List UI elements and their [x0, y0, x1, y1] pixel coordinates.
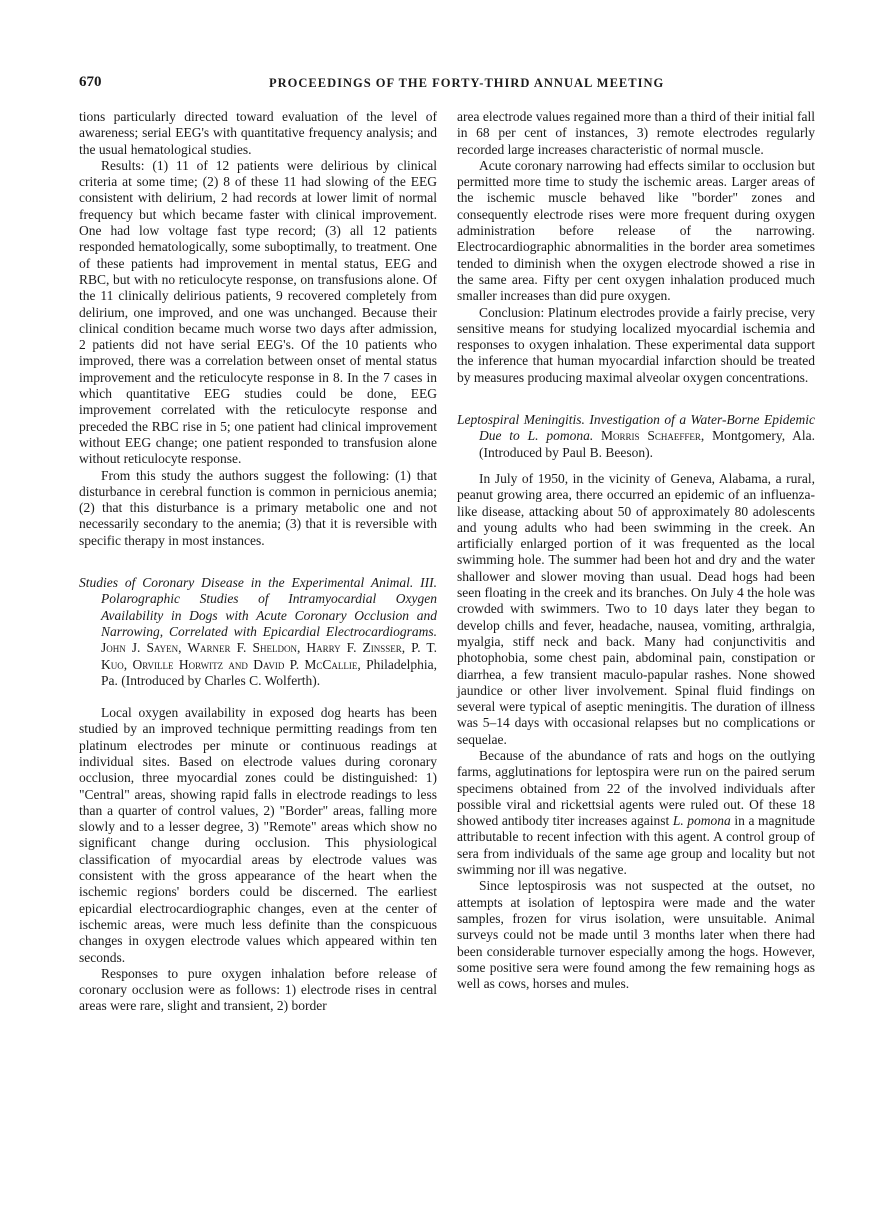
article-title: Leptospiral Meningitis. Investigation of a Water-Borne Epidemic Due to L. pomona.: [457, 412, 815, 444]
article-authors: Morris Schaeffer,: [601, 428, 705, 444]
article-authors: John J. Sayen, Warner F. Sheldon, Harry F. Zinsser, P. T. Kuo, Orville Horwitz and David P. McCallie,: [101, 640, 437, 672]
paragraph: area electrode values regained more than a third of their initial fall in 68 per cent of instances, 3) remote electrodes regularly recorded large increases characteristic of normal muscle.: [457, 109, 815, 157]
paragraph: Because of the abundance of rats and hogs on the outlying farms, agglutinations for leptospira were run on the paired serum specimens obtained from 22 of the involved individuals after possible viral and rickettsial agents were ruled out. Of these 18 showed antibody titer increases against L. pomona in a magnitude attributable to recent infection with this agent. A control group of sera from individuals of the same age group and locality but not swimming nor ill was negative.: [457, 747, 816, 878]
paragraph: From this study the authors suggest the following: (1) that disturbance in cerebral function is common in pernicious anemia; (2) that this disturbance is a primary metabolic one and not necessarily secondary to the anemia; (3) that it is reversible with specific therapy in most instances.: [79, 467, 437, 548]
left-column: [79, 109, 437, 1015]
paragraph: Acute coronary narrowing had effects similar to occlusion but permitted more time to study the ischemic areas. Larger areas of the ischemic muscle behaved like "border" zones and consequently electrode rises were more frequent during oxygen administration before release of the narrowing. Electrocardiographic abnormalities in the border area sometimes tended to diminish when the oxygen electrode showed a rise in the same area. Fifty per cent oxygen inhalation produced much smaller increases than did pure oxygen.: [457, 157, 815, 304]
article-heading: [457, 412, 815, 461]
paragraph: Results: (1) 11 of 12 patients were delirious by clinical criteria at some time; (2) 8 of these 11 had slowing of the EEG consistent with delirium, 2 had records at lower limit of normal frequency but which became faster with clinical improvement. One had low voltage fast type record; (3) all 12 patients responded hematologically, some suboptimally, to treatment. One of these patients had improvement in mental status, EEG and RBC, but with no reticulocyte response, on transfusions alone. Of the 11 clinically delirious patients, 9 recovered completely from delirium, one improved, and one was unchanged. Because their clinical condition became much worse two days after admission, 2 patients did not have serial EEG's. Of the 10 patients who improved, there was a correlation between onset of mental status improvement and the reticulocyte response in 8. In the 7 cases in which quantitative EEG studies could be done, EEG improvement correlated with the reticulocyte response and preceded the RBC rise in 5; one patient had clinical improvement without EEG change; one patient responded to transfusion alone without reticulocyte response.: [79, 157, 437, 467]
running-title: PROCEEDINGS OF THE FORTY-THIRD ANNUAL MEETING: [269, 76, 665, 90]
page-header: [79, 74, 801, 94]
paragraph: Responses to pure oxygen inhalation before release of coronary occlusion were as follows: 1) electrode rises in central areas were rare, slight and transient, 2) border: [79, 965, 437, 1014]
article-heading: [79, 575, 437, 689]
page-number: 670: [79, 74, 102, 90]
paragraph: tions particularly directed toward evaluation of the level of awareness; serial EEG's with quantitative frequency analysis; and the usual hematological studies.: [79, 109, 437, 157]
paragraph: Local oxygen availability in exposed dog hearts has been studied by an improved technique permitting readings from ten platinum electrodes per minute or continuous readings at individual sites. Based on electrode values during coronary occlusion, three myocardial zones could be distinguished: 1) "Central" areas, showing rapid falls in electrode readings to less than a quarter of control values, 2) "Border" areas, falling more slowly and to a lesser degree, 3) "Remote" areas which show no significant change during occlusion. This physiological classification of myocardial areas by electrode values was consistent with the gross appearance of the heart when the ischemic regions' borders could be discerned. The earliest epicardial electrocardiographic changes, even at the center of ischemic areas, were much less definite than the conspicuous changes in oxygen electrode values which appeared within ten seconds.: [79, 705, 437, 965]
right-column: [457, 109, 815, 992]
paragraph: In July of 1950, in the vicinity of Geneva, Alabama, a rural, peanut growing area, there occurred an epidemic of an influenza-like disease, attacking about 50 of approximately 80 adolescents and young adults who had been swimming in the creek. An artificially enlarged portion of it was frequented as the local swimming hole. The summer had been hot and dry and the water shallower and slower moving than usual. Dead hogs had been seen floating in the creek and its branches. On July 4 the hole was crowded with swimmers. Two to 10 days later they began to develop chills and fever, headache, nausea, vomiting, arthralgia, myalgia, stiff neck and back. Many had conjunctivitis and photophobia, some chest pain, abdominal pain, constipation or diarrhea, a few transient maculo-papular rashes. None showed jaundice or other liver involvement. Spinal fluid findings on several were typical of aseptic meningitis. The duration of illness was 5–14 days with occasional relapses but no complications or sequelae.: [457, 470, 815, 747]
paragraph: Since leptospirosis was not suspected at the outset, no attempts at isolation of leptospira were made and the water samples, frozen for virus isolation, were unsuitable. Animal surveys could not be made until 3 months later when there had been considerable turnover especially among the hogs. However, some positive sera were found among the few remaining hogs as well as cows, horses and mules.: [457, 878, 815, 992]
article-title: Studies of Coronary Disease in the Experimental Animal. III. Polarographic Studies of Intramyocardial Oxygen Availability in Dogs with Acute Coronary Occlusion and Narrowing, Correlated with Epicardial Electrocardiograms.: [79, 575, 437, 639]
article-affiliation: Philadelphia, Pa. (Introduced by Charles C. Wolferth).: [101, 656, 437, 688]
article-affiliation: Montgomery, Ala. (Introduced by Paul B. Beeson).: [479, 428, 816, 460]
paragraph: Conclusion: Platinum electrodes provide a fairly precise, very sensitive means for studying localized myocardial ischemia and responses to oxygen inhalation. These experimental data support the inference that human myocardial infarction should be treated by measures producing maximal alveolar oxygen concentrations.: [457, 304, 815, 385]
organism-name: L. pomona: [672, 813, 731, 829]
